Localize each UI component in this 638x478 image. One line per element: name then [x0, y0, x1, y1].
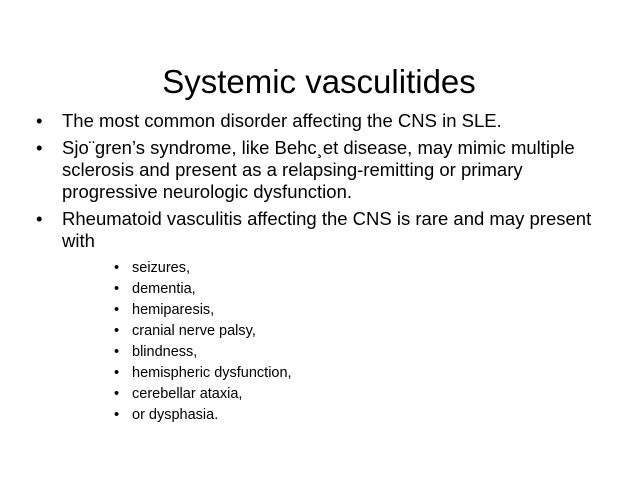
sub-bullet-item	[114, 384, 611, 405]
sub-bullet-item	[114, 363, 611, 384]
sub-bullet-text: or dysphasia.	[132, 407, 219, 423]
sub-bullet-item	[114, 258, 611, 279]
bullet-icon: •	[114, 365, 120, 381]
bullet-icon: •	[36, 137, 43, 158]
bullet-icon: •	[114, 323, 120, 339]
bullet-item	[36, 137, 611, 203]
sub-bullet-text: seizures,	[132, 260, 191, 276]
sub-bullet-text: dementia,	[132, 281, 196, 297]
bullet-icon: •	[114, 302, 120, 318]
sub-bullet-text: blindness,	[132, 344, 198, 360]
sub-bullet-text: cranial nerve palsy,	[132, 323, 256, 339]
sub-bullet-text: cerebellar ataxia,	[132, 386, 243, 402]
bullet-icon: •	[114, 407, 120, 423]
sub-bullet-item	[114, 405, 611, 426]
sub-bullet-text: hemispheric dysfunction,	[132, 365, 292, 381]
bullet-text: Rheumatoid vasculitis affecting the CNS is rare and may present with	[62, 208, 592, 251]
bullet-text: The most common disorder affecting the CNS in SLE.	[62, 110, 502, 131]
sub-bullet-item	[114, 300, 611, 321]
bullet-icon: •	[114, 281, 120, 297]
sub-bullet-text: hemiparesis,	[132, 302, 215, 318]
sub-bullet-item	[114, 279, 611, 300]
bullet-icon: •	[36, 208, 43, 229]
bullet-item	[36, 110, 611, 132]
bullet-icon: •	[114, 260, 120, 276]
bullet-text: Sjo¨gren’s syndrome, like Behc¸et disease, may mimic multiple sclerosis and present as a relapsing-remitting or primary progressive neurologic dysfunction.	[62, 137, 575, 202]
sub-bullet-list	[62, 258, 611, 426]
bullet-icon: •	[114, 344, 120, 360]
sub-bullet-item	[114, 342, 611, 363]
sub-bullet-item	[114, 321, 611, 342]
slide-title: Systemic vasculitides	[162, 63, 476, 101]
bullet-list	[36, 110, 611, 431]
bullet-item	[36, 208, 611, 426]
bullet-icon: •	[36, 110, 43, 131]
bullet-icon: •	[114, 386, 120, 402]
